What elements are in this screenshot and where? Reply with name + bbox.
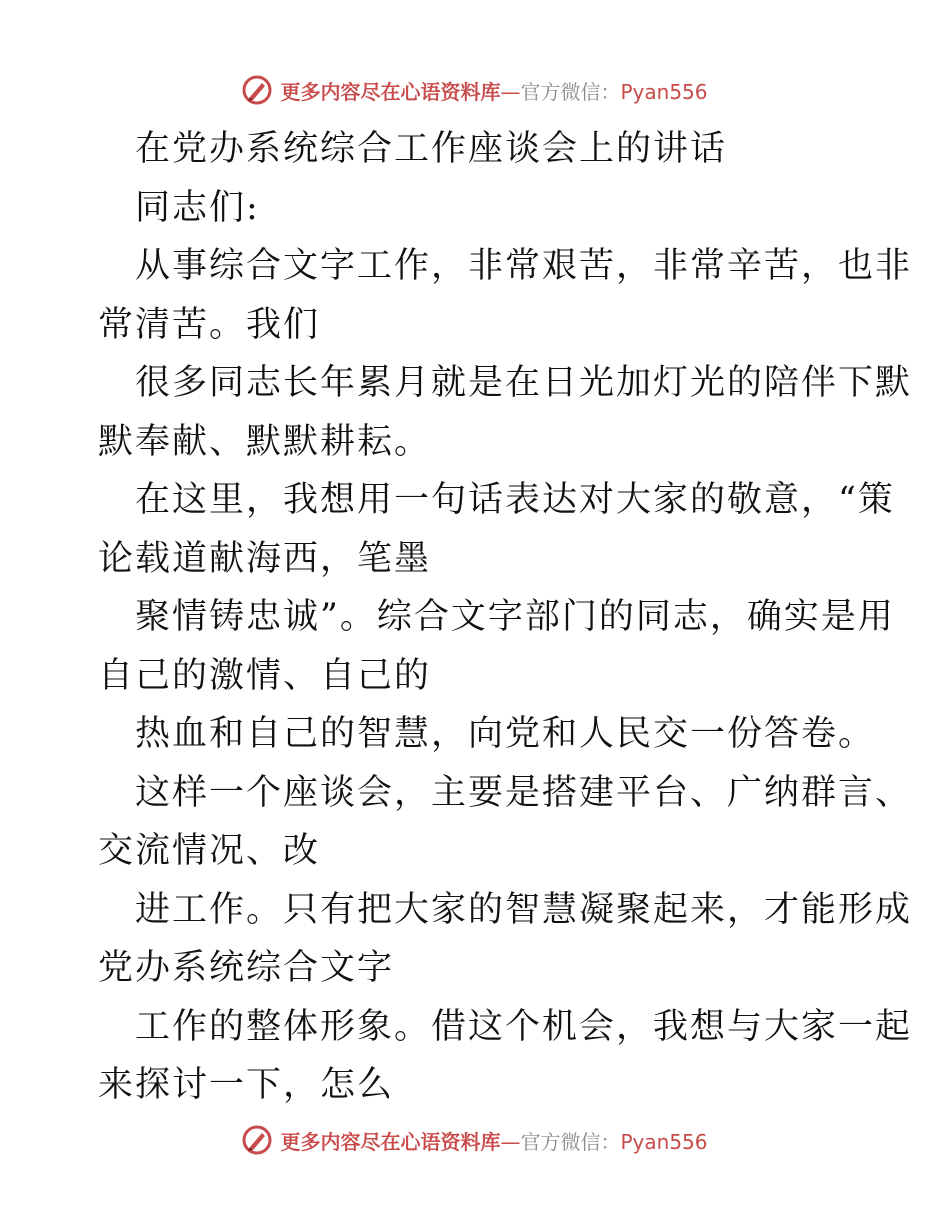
document-title: 在党办系统综合工作座谈会上的讲话 bbox=[135, 129, 728, 169]
paragraph-line: 聚情铸忠诚”。综合文字部门的同志，确实是用 bbox=[135, 597, 895, 637]
paragraph-line: 从事综合文字工作，非常艰苦，非常辛苦，也非 bbox=[135, 246, 913, 286]
salutation: 同志们: bbox=[135, 187, 260, 228]
header-banner bbox=[0, 70, 950, 110]
paragraph-line: 常清苦。我们 bbox=[98, 304, 321, 345]
paragraph-line: 很多同志长年累月就是在日光加灯光的陪伴下默 bbox=[135, 363, 913, 403]
header-banner-title: 更多内容尽在心语资料库 bbox=[280, 79, 501, 104]
pen-logo-icon bbox=[242, 1125, 272, 1155]
header-banner-dash: — bbox=[500, 79, 521, 104]
paragraph-line: 论载道献海西，笔墨 bbox=[98, 538, 432, 579]
footer-banner-wechat: Pyan556 bbox=[620, 1129, 708, 1154]
paragraph-line: 默奉献、默默耕耘。 bbox=[98, 421, 432, 462]
paragraph-line: 进工作。只有把大家的智慧凝聚起来，才能形成 bbox=[135, 889, 913, 930]
footer-banner-dash: — bbox=[500, 1129, 521, 1154]
header-banner-wechat: Pyan556 bbox=[620, 79, 708, 104]
paragraph-line: 交流情况、改 bbox=[98, 831, 321, 871]
pen-logo-icon bbox=[242, 75, 272, 105]
paragraph-line: 这样一个座谈会，主要是搭建平台、广纳群言、 bbox=[135, 772, 913, 813]
footer-banner-text bbox=[280, 1126, 707, 1155]
paragraph-line: 自己的激情、自己的 bbox=[98, 655, 432, 696]
footer-banner-label: 官方微信： bbox=[520, 1129, 621, 1154]
paragraph-line: 工作的整体形象。借这个机会，我想与大家一起 bbox=[135, 1006, 913, 1047]
document-body bbox=[98, 120, 913, 1115]
header-banner-text bbox=[280, 76, 707, 105]
footer-banner-title: 更多内容尽在心语资料库 bbox=[280, 1129, 501, 1154]
header-banner-label: 官方微信： bbox=[520, 79, 621, 104]
footer-banner bbox=[0, 1120, 950, 1160]
paragraph-line: 热血和自己的智慧，向党和人民交一份答卷。 bbox=[135, 714, 876, 754]
paragraph-line: 来探讨一下，怎么 bbox=[98, 1065, 395, 1105]
paragraph-line: 党办系统综合文字 bbox=[98, 948, 395, 988]
paragraph-line: 在这里，我想用一句话表达对大家的敬意，“策 bbox=[135, 480, 895, 520]
